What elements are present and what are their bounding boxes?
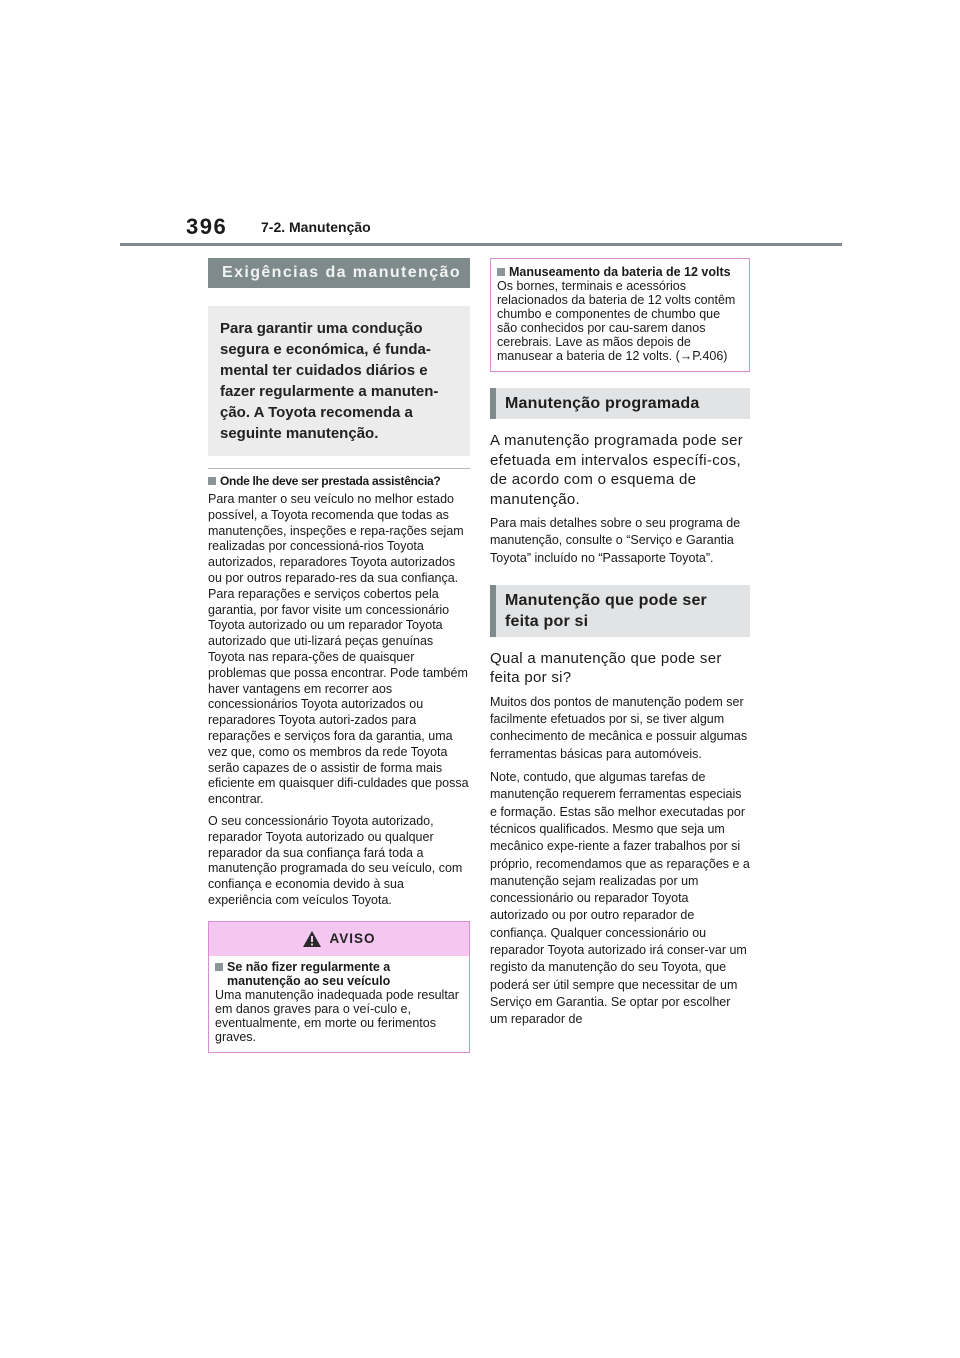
square-bullet-icon [208, 477, 216, 485]
lead-paragraph: Qual a manutenção que pode ser feita por si? [490, 649, 722, 687]
subsection-heading [208, 474, 470, 488]
square-bullet-icon [497, 268, 505, 276]
warning-header [209, 922, 469, 956]
intro-box: Para garantir uma condução segura e económica, é funda-mental ter cuidados diários e fazer regularmente a manuten-ção. A Toyota recomenda a seguinte manutenção. [208, 306, 470, 456]
warning-text: Uma manutenção inadequada pode resultar em danos graves para o veí-culo e, eventualmente, em morte ou ferimentos graves. [215, 987, 459, 1044]
right-column [490, 256, 750, 1029]
warning-title: Se não fizer regularmente a manutenção ao seu veículo [227, 959, 391, 988]
lead-paragraph: A manutenção programada pode ser efetuada em intervalos específi-cos, de acordo com o esquema de manutenção. [490, 432, 744, 508]
subsection-heading-text: Onde lhe deve ser prestada assistência? [220, 474, 441, 488]
battery-caution-box [490, 258, 750, 372]
section-title: Exigências da manutenção [208, 258, 470, 288]
page-header [0, 0, 960, 250]
section-title: Manutenção que pode ser feita por si [490, 585, 750, 637]
warning-triangle-icon [302, 930, 322, 948]
warning-body [209, 956, 469, 1052]
left-column [208, 256, 470, 1053]
paragraph: O seu concessionário Toyota autorizado, reparador Toyota autorizado ou qualquer reparador da sua confiança fará toda a manutenção programada do seu veículo, com confiança e economia devido à sua experiência com veículos Toyota. [208, 813, 463, 907]
section-title: Manutenção programada [490, 388, 750, 419]
battery-caution-text: Os bornes, terminais e acessórios relacionados da bateria de 12 volts contêm chumbo e componentes de chumbo que são conhecidos por cau-sarem danos cerebrais. Lave as mãos depois de manusear a bateria de 12 volts. (→P.406) [497, 279, 736, 363]
battery-caution-title: Manuseamento da bateria de 12 volts [509, 265, 731, 279]
warning-box [208, 921, 470, 1053]
section-label: 7-2. Manutenção [261, 219, 371, 235]
square-bullet-icon [215, 963, 223, 971]
warning-label: AVISO [329, 931, 376, 947]
subsection-divider [208, 468, 470, 469]
paragraph: Note, contudo, que algumas tarefas de manutenção requerem ferramentas especiais e formação. Estas são melhor executadas por técnicos qualificados. Mesmo que seja um mecânico expe-riente a fazer trabalhos por si próprio, recomendamos que as reparações e a manutenção sejam realizadas por um concessionário ou reparador Toyota autorizado ou por outro reparador de confiança. Qualquer concessionário ou reparador Toyota autorizado irá conser-var um registo da manutenção do seu Toyota, que poderá ser útil sempre que necessitar de um Serviço em Garantia. Se optar por escolher um reparador de [490, 770, 750, 1027]
paragraph: Para manter o seu veículo no melhor estado possível, a Toyota recomenda que todas as manutenções, inspeções e repa-rações sejam realizadas por concessioná-rios Toyota autorizados, reparadores Toyota autorizados ou por outros reparado-res da sua confiança. Para reparações e serviços cobertos pela garantia, por favor visite um concessionário Toyota autorizado ou um reparador Toyota autorizado que uti-lizará peças genuínas Toyota nas repara-ções de quaisquer problemas que possa encontrar. Pode também haver vantagens em recorrer aos concessionários Toyota autorizados ou reparadores Toyota autori-zados para reparações e serviços fora da garantia, uma vez que, como os membros da rede Toyota serão capazes de o assistir de forma mais eficiente em quaisquer difi-culdades que possa encontrar. [208, 492, 469, 807]
header-divider [120, 243, 842, 246]
paragraph: Para mais detalhes sobre o seu programa de manutenção, consulte o “Serviço e Garantia Toyota” incluído no “Passaporte Toyota”. [490, 516, 741, 565]
page-number: 396 [186, 214, 228, 239]
paragraph: Muitos dos pontos de manutenção podem ser facilmente efetuados por si, se tiver algum conhecimento de mecânica e possuir algumas ferramentas básicas para automóveis. [490, 694, 748, 761]
